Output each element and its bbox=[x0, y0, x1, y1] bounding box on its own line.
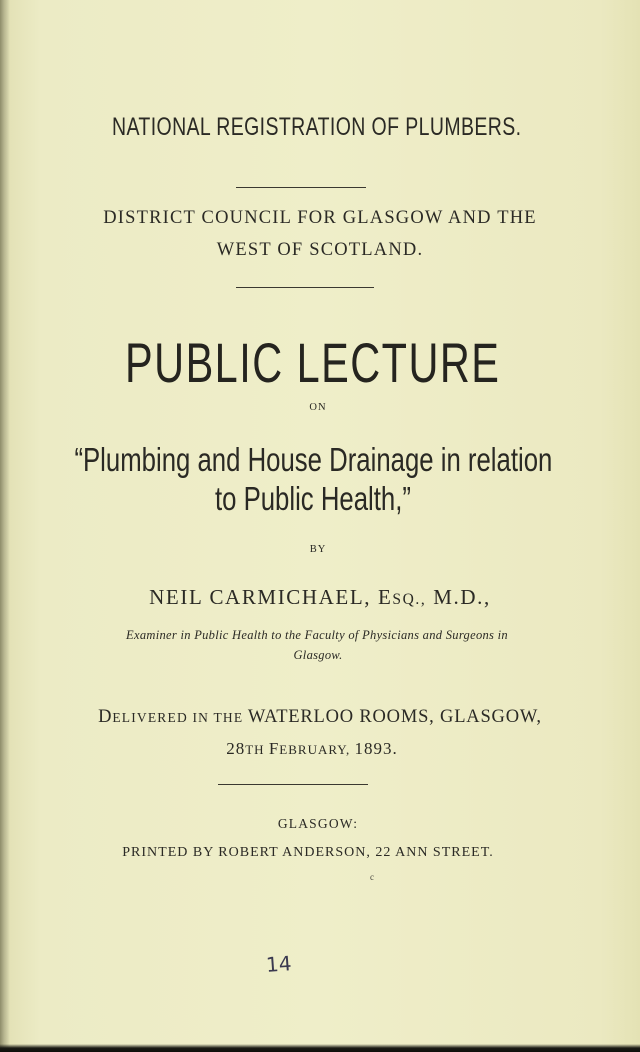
handwritten-number: 14 bbox=[265, 951, 293, 977]
lecture-title: PUBLIC LECTURE bbox=[125, 331, 501, 394]
divider-rule-1 bbox=[236, 187, 366, 188]
on-label: ON bbox=[309, 402, 327, 413]
district-council-line-1: DISTRICT COUNCIL FOR GLASGOW AND THE bbox=[103, 208, 537, 228]
divider-rule-2 bbox=[236, 287, 374, 288]
author-name-text: NEIL CARMICHAEL, bbox=[149, 585, 378, 609]
organization-title: NATIONAL REGISTRATION OF PLUMBERS. bbox=[111, 113, 522, 141]
delivery-date bbox=[0, 739, 632, 759]
page-bottom-edge bbox=[0, 1044, 640, 1052]
delivered-initial: D bbox=[98, 707, 113, 727]
lecture-subject-line-2: to Public Health,” bbox=[214, 480, 411, 517]
author-name bbox=[0, 585, 640, 610]
lecture-subject-line-1: “Plumbing and House Drainage in relation bbox=[74, 441, 553, 478]
date-month-rest: EBRUARY, bbox=[279, 742, 355, 757]
by-label: BY bbox=[309, 544, 327, 555]
date-year: 1893. bbox=[354, 739, 398, 758]
esq-initial: E bbox=[377, 585, 393, 609]
printer-line: PRINTED BY ROBERT ANDERSON, 22 ANN STREET. bbox=[122, 845, 494, 860]
delivered-text: ELIVERED IN THE bbox=[112, 710, 248, 725]
stray-mark: c bbox=[370, 872, 374, 882]
imprint-city: GLASGOW: bbox=[277, 816, 359, 831]
author-credentials-line-2: Glasgow. bbox=[293, 648, 343, 662]
author-credentials-line-1: Examiner in Public Health to the Faculty of Physicians and Surgeons in bbox=[126, 628, 508, 642]
divider-rule-3 bbox=[218, 784, 368, 785]
author-degree: M.D., bbox=[426, 585, 491, 609]
esq-rest: SQ., bbox=[392, 591, 427, 608]
date-day: 28 bbox=[226, 739, 246, 758]
delivery-venue bbox=[0, 707, 640, 728]
date-month-initial: F bbox=[268, 739, 280, 758]
date-ordinal: TH bbox=[245, 742, 269, 757]
district-council-line-2: WEST OF SCOTLAND. bbox=[216, 240, 424, 260]
venue-text: WATERLOO ROOMS, GLASGOW, bbox=[247, 707, 542, 727]
page-binding-edge bbox=[0, 0, 10, 1052]
